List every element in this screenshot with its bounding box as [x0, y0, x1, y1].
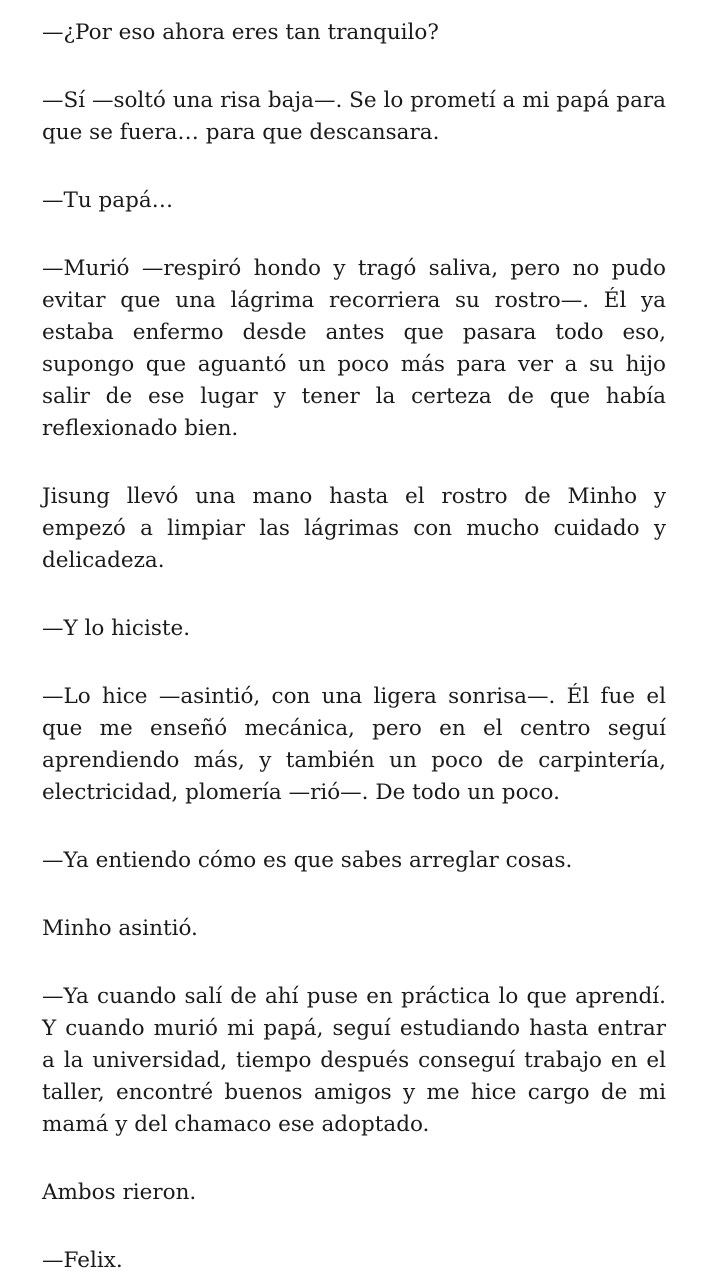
paragraph-11: Ambos rieron. [42, 1180, 197, 1205]
paragraph-8: —Ya entiendo cómo es que sabes arreglar cosas. [42, 848, 573, 873]
paragraph-12: —Felix. [42, 1248, 123, 1273]
paragraph-2: —Sí —soltó una risa baja—. Se lo prometí a mi papá para que se fuera… para que descansara. [42, 88, 666, 145]
paragraph-3: —Tu papá… [42, 188, 174, 213]
paragraph-6: —Y lo hiciste. [42, 616, 191, 641]
paragraph-5: Jisung llevó una mano hasta el rostro de Minho y empezó a limpiar las lágrimas con mucho cuidado y delicadeza. [42, 484, 666, 573]
paragraph-9: Minho asintió. [42, 916, 198, 941]
paragraph-10: —Ya cuando salí de ahí puse en práctica lo que aprendí. Y cuando murió mi papá, seguí estudiando hasta entrar a la universidad, tiempo después conseguí trabajo en el taller, encontré buenos amigos y me hice cargo de mi mamá y del chamaco ese adoptado. [42, 984, 666, 1137]
paragraph-4: —Murió —respiró hondo y tragó saliva, pero no pudo evitar que una lágrima recorriera su rostro—. Él ya estaba enfermo desde antes que pasara todo eso, supongo que aguantó un poco más para ver a su hijo salir de ese lugar y tener la certeza de que había reflexionado bien. [42, 256, 666, 441]
paragraph-7: —Lo hice —asintió, con una ligera sonrisa—. Él fue el que me enseñó mecánica, pero en el centro seguí aprendiendo más, y también un poco de carpintería, electricidad, plomería —rió—. De todo un poco. [42, 684, 666, 805]
paragraph-1: —¿Por eso ahora eres tan tranquilo? [42, 20, 439, 45]
